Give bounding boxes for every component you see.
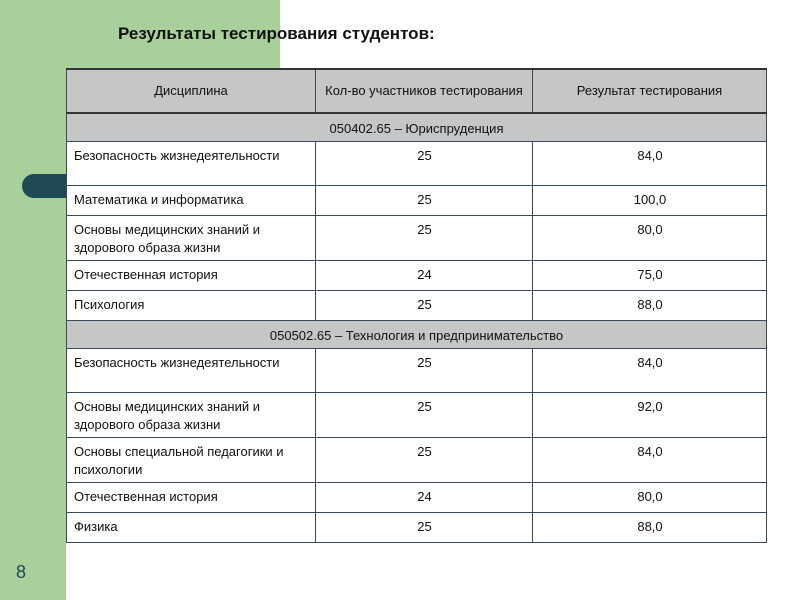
result-cell: 75,0 xyxy=(533,260,767,290)
page-title: Результаты тестирования студентов: xyxy=(118,24,435,43)
result-cell: 100,0 xyxy=(533,185,767,215)
table-row xyxy=(67,290,767,320)
discipline-cell: Безопасность жизнедеятельности xyxy=(67,141,316,185)
table-row xyxy=(67,141,767,185)
participants-cell: 25 xyxy=(316,392,533,437)
header-row xyxy=(67,69,767,113)
table-header xyxy=(67,69,767,113)
participants-cell: 25 xyxy=(316,437,533,482)
results-table xyxy=(66,68,767,543)
discipline-cell: Математика и информатика xyxy=(67,185,316,215)
section-row xyxy=(67,113,767,141)
discipline-cell: Отечественная история xyxy=(67,482,316,512)
section-title: 050402.65 – Юриспруденция xyxy=(67,113,767,141)
table-row xyxy=(67,512,767,542)
table-row xyxy=(67,437,767,482)
participants-cell: 25 xyxy=(316,290,533,320)
result-cell: 92,0 xyxy=(533,392,767,437)
table-row xyxy=(67,215,767,260)
table-body xyxy=(67,113,767,542)
result-cell: 80,0 xyxy=(533,215,767,260)
header-result: Результат тестирования xyxy=(533,69,767,113)
result-cell: 88,0 xyxy=(533,512,767,542)
discipline-cell: Физика xyxy=(67,512,316,542)
header-participants: Кол-во участников тестирования xyxy=(316,69,533,113)
table-row xyxy=(67,482,767,512)
result-cell: 84,0 xyxy=(533,437,767,482)
table-row xyxy=(67,392,767,437)
participants-cell: 25 xyxy=(316,215,533,260)
slide-number: 8 xyxy=(16,562,27,582)
header-discipline: Дисциплина xyxy=(67,69,316,113)
result-cell: 84,0 xyxy=(533,141,767,185)
table-row xyxy=(67,185,767,215)
participants-cell: 25 xyxy=(316,348,533,392)
table-row xyxy=(67,260,767,290)
participants-cell: 24 xyxy=(316,482,533,512)
result-cell: 88,0 xyxy=(533,290,767,320)
participants-cell: 25 xyxy=(316,141,533,185)
table-row xyxy=(67,348,767,392)
discipline-cell: Отечественная история xyxy=(67,260,316,290)
section-title: 050502.65 – Технология и предпринимательство xyxy=(67,320,767,348)
participants-cell: 24 xyxy=(316,260,533,290)
discipline-cell: Основы медицинских знаний и здорового образа жизни xyxy=(67,215,316,260)
discipline-cell: Психология xyxy=(67,290,316,320)
left-decorative-band xyxy=(0,0,66,600)
participants-cell: 25 xyxy=(316,185,533,215)
discipline-cell: Основы медицинских знаний и здорового образа жизни xyxy=(67,392,316,437)
discipline-cell: Безопасность жизнедеятельности xyxy=(67,348,316,392)
participants-cell: 25 xyxy=(316,512,533,542)
section-row xyxy=(67,320,767,348)
result-cell: 84,0 xyxy=(533,348,767,392)
result-cell: 80,0 xyxy=(533,482,767,512)
discipline-cell: Основы специальной педагогики и психологии xyxy=(67,437,316,482)
